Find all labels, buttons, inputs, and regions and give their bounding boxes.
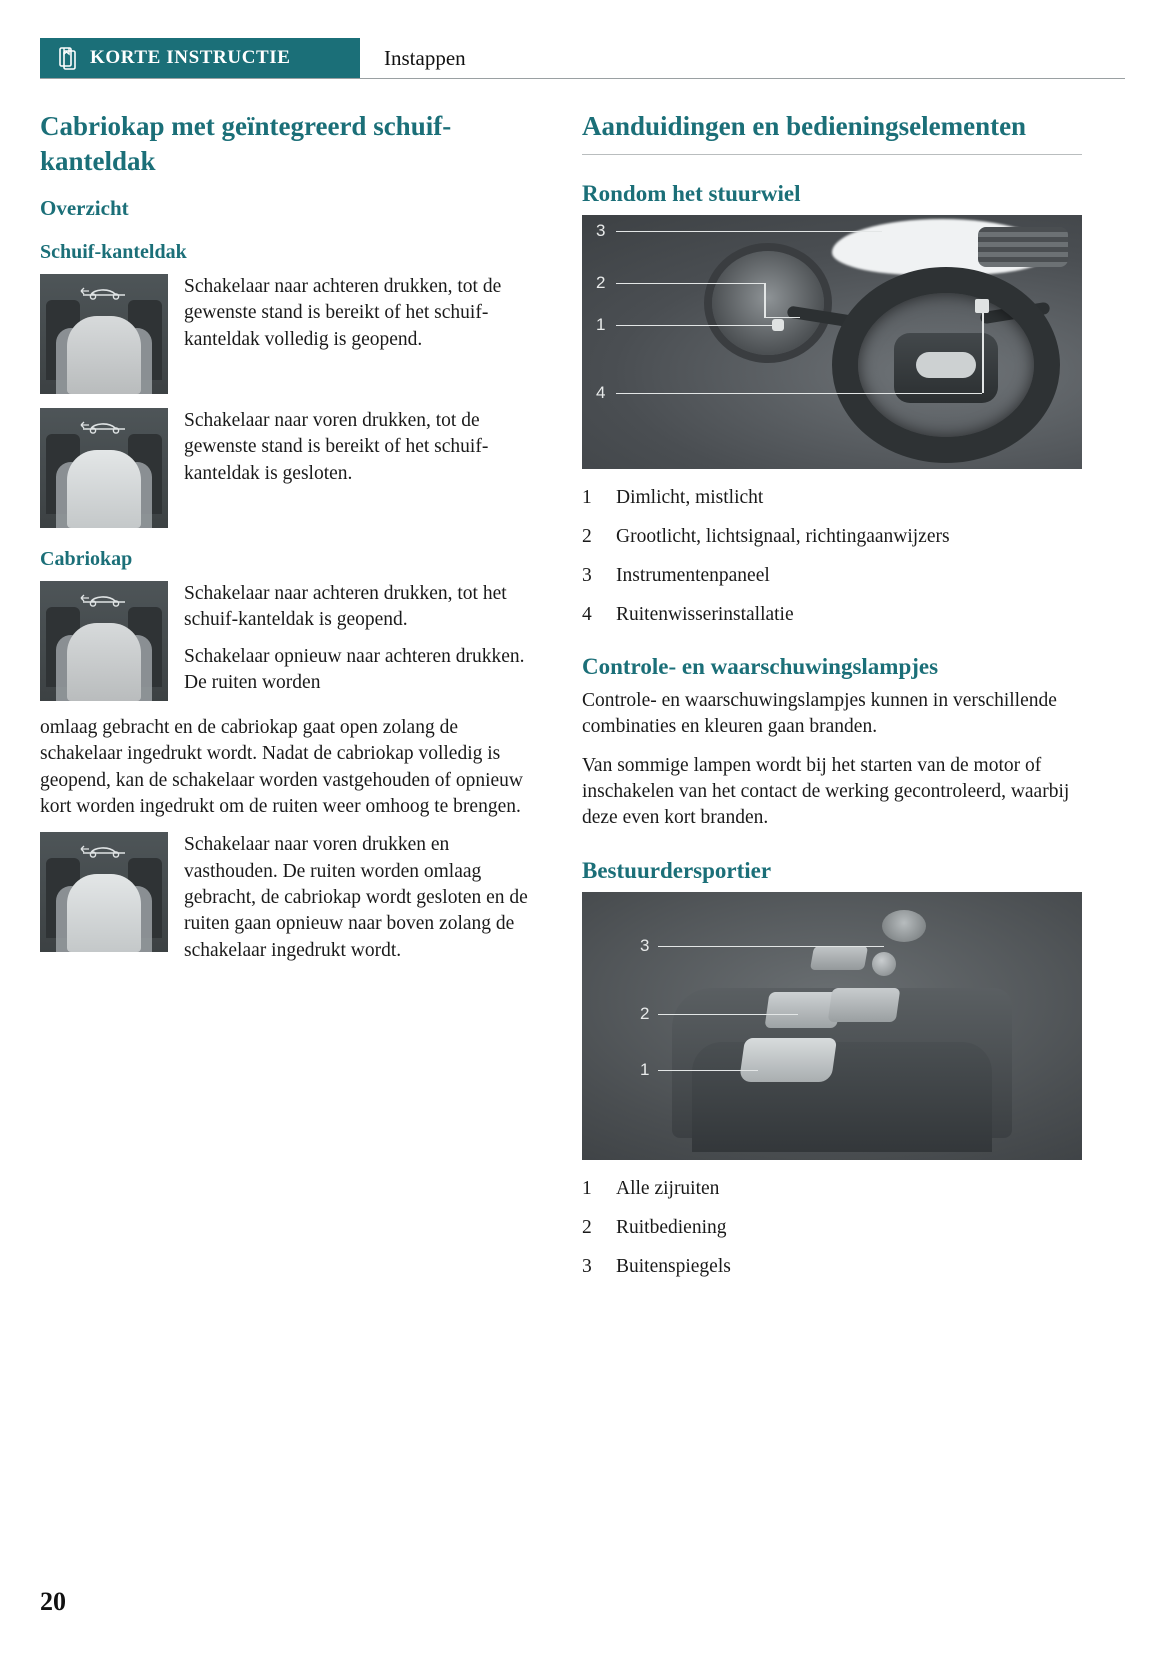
driver-door-heading: Bestuurdersportier xyxy=(582,857,772,883)
legend-label: Ruitbediening xyxy=(616,1216,727,1238)
mirror-knob xyxy=(872,952,896,976)
brand-logo xyxy=(916,352,976,378)
left-column xyxy=(40,109,540,1293)
thumb-switch xyxy=(67,316,141,394)
cabriokap-achteren-thumb xyxy=(40,581,168,701)
legend-label: Alle zijruiten xyxy=(616,1177,720,1199)
driver-door-photo xyxy=(582,892,1082,1160)
callout-2-leader xyxy=(616,283,764,285)
title-divider xyxy=(582,154,1082,155)
door-callout-1: 1 xyxy=(640,1059,650,1079)
legend-number: 4 xyxy=(582,603,592,625)
schuif-kanteldak-voren-thumb xyxy=(40,408,168,528)
sunroof-item-1 xyxy=(40,274,540,394)
convertible-item-2-text xyxy=(184,832,540,964)
convertible-item-2 xyxy=(40,832,540,964)
page-title: Cabriokap met geïntegreerd schuif-kanteldak xyxy=(40,111,452,176)
overview-heading: Overzicht xyxy=(40,196,129,221)
callout-3: 3 xyxy=(596,220,606,240)
legend-label: Buitenspiegels xyxy=(616,1255,731,1277)
callout-1-marker xyxy=(772,319,784,331)
cabriokap-voren-thumb xyxy=(40,832,168,952)
callout-2-leader-v xyxy=(764,283,766,317)
callout-4-leader xyxy=(616,393,982,395)
two-column-body xyxy=(40,109,1125,1293)
legend-label: Grootlicht, lichtsignaal, richtingaanwijzers xyxy=(616,525,950,547)
door-callout-1-leader xyxy=(658,1070,758,1072)
callout-2: 2 xyxy=(596,272,606,292)
right-column-title: Aanduidingen en bedieningselementen xyxy=(582,111,1027,141)
sunroof-item-2 xyxy=(40,408,540,528)
header-chapter-label: KORTE INSTRUCTIE xyxy=(90,47,291,68)
callout-1-leader xyxy=(616,325,772,327)
window-switch-right xyxy=(828,988,901,1022)
steering-wheel-photo xyxy=(582,215,1082,469)
legend-label: Ruitenwisserinstallatie xyxy=(616,603,794,625)
legend-item xyxy=(582,1176,1082,1202)
sunroof-item-1-paragraph: Schakelaar naar achteren drukken, tot de gewenste stand is bereikt of het schuif-kanteldak volledig is geopend. xyxy=(184,276,502,350)
armrest xyxy=(692,1042,992,1152)
legend-number: 1 xyxy=(582,1177,592,1199)
callout-4: 4 xyxy=(596,382,606,402)
legend-number: 2 xyxy=(582,1216,592,1238)
convertible-item-1-overflow: omlaag gebracht en de cabriokap gaat open zolang de schakelaar ingedrukt wordt. Nadat de cabriokap volledig is geopend, kan de schakelaar worden vastgehouden of opnieuw kort worden ingedrukt om de ruiten weer omhoog te brengen. xyxy=(40,717,523,818)
legend-item xyxy=(582,1254,1082,1280)
convertible-item-2-paragraph: Schakelaar naar voren drukken en vasthouden. De ruiten worden omlaag gebracht, de cabriokap wordt gesloten en de ruiten gaan opnieuw naar boven zolang de schakelaar ingedrukt wordt. xyxy=(184,834,528,961)
legend-item xyxy=(582,602,1082,628)
convertible-icon xyxy=(79,591,129,607)
door-callout-2: 2 xyxy=(640,1003,650,1023)
legend-label: Dimlicht, mistlicht xyxy=(616,486,764,508)
sunroof-item-2-paragraph: Schakelaar naar voren drukken, tot de gewenste stand is bereikt of het schuif-kanteldak is gesloten. xyxy=(184,410,489,484)
legend-number: 3 xyxy=(582,564,592,586)
sunroof-heading: Schuif-kanteldak xyxy=(40,241,187,264)
warning-lamps-paragraph-1: Controle- en waarschuwingslampjes kunnen in verschillende combinaties en kleuren gaan branden. xyxy=(582,690,1057,738)
callout-2-leader-2 xyxy=(764,317,800,319)
door-callout-2-leader xyxy=(658,1014,798,1016)
warning-lamps-heading: Controle- en waarschuwingslampjes xyxy=(582,654,939,680)
instrument-cluster xyxy=(712,251,824,355)
legend-item xyxy=(582,563,1082,589)
legend-label: Instrumentenpaneel xyxy=(616,564,770,586)
convertible-item-1 xyxy=(40,581,540,701)
convertible-item-1-paragraph-2: Schakelaar opnieuw naar achteren drukken. De ruiten worden xyxy=(184,645,525,694)
steering-legend xyxy=(582,485,1082,629)
air-vent xyxy=(978,227,1068,267)
header-chapter-tab xyxy=(40,38,360,78)
thumb-switch xyxy=(67,623,141,701)
page-number: 20 xyxy=(40,1587,66,1616)
all-windows-switch xyxy=(739,1038,837,1082)
book-icon xyxy=(58,46,78,70)
legend-number: 3 xyxy=(582,1255,592,1277)
convertible-item-1-paragraph-1: Schakelaar naar achteren drukken, tot het schuif-kanteldak is geopend. xyxy=(184,583,507,631)
page-header xyxy=(40,38,1125,78)
thumb-switch xyxy=(67,450,141,528)
sunroof-item-1-text xyxy=(184,274,540,353)
callout-4-marker xyxy=(975,299,989,313)
convertible-item-1-text xyxy=(184,581,540,696)
door-callout-3-leader xyxy=(658,946,884,948)
callout-3-leader xyxy=(616,231,882,233)
callout-1: 1 xyxy=(596,314,606,334)
convertible-icon xyxy=(79,842,129,858)
steering-heading: Rondom het stuurwiel xyxy=(582,180,801,206)
driver-door-legend xyxy=(582,1176,1082,1280)
callout-4-leader-v xyxy=(982,307,984,393)
mirror-switch xyxy=(810,946,868,970)
convertible-icon xyxy=(79,418,129,434)
legend-item xyxy=(582,524,1082,550)
sunroof-item-2-text xyxy=(184,408,540,487)
header-divider xyxy=(40,78,1125,79)
legend-number: 2 xyxy=(582,525,592,547)
legend-item xyxy=(582,485,1082,511)
warning-lamps-paragraph-2: Van sommige lampen wordt bij het starten van de motor of inschakelen van het contact de werking gecontroleerd, waarbij deze even kort branden. xyxy=(582,754,1070,829)
door-callout-3: 3 xyxy=(640,935,650,955)
convertible-heading: Cabriokap xyxy=(40,548,133,571)
mirror-selector-dial xyxy=(882,910,926,942)
right-column xyxy=(582,109,1082,1293)
convertible-icon xyxy=(79,284,129,300)
header-section-label: Instappen xyxy=(384,45,466,70)
legend-number: 1 xyxy=(582,486,592,508)
legend-item xyxy=(582,1215,1082,1241)
thumb-switch xyxy=(67,874,141,952)
schuif-kanteldak-achteren-thumb xyxy=(40,274,168,394)
